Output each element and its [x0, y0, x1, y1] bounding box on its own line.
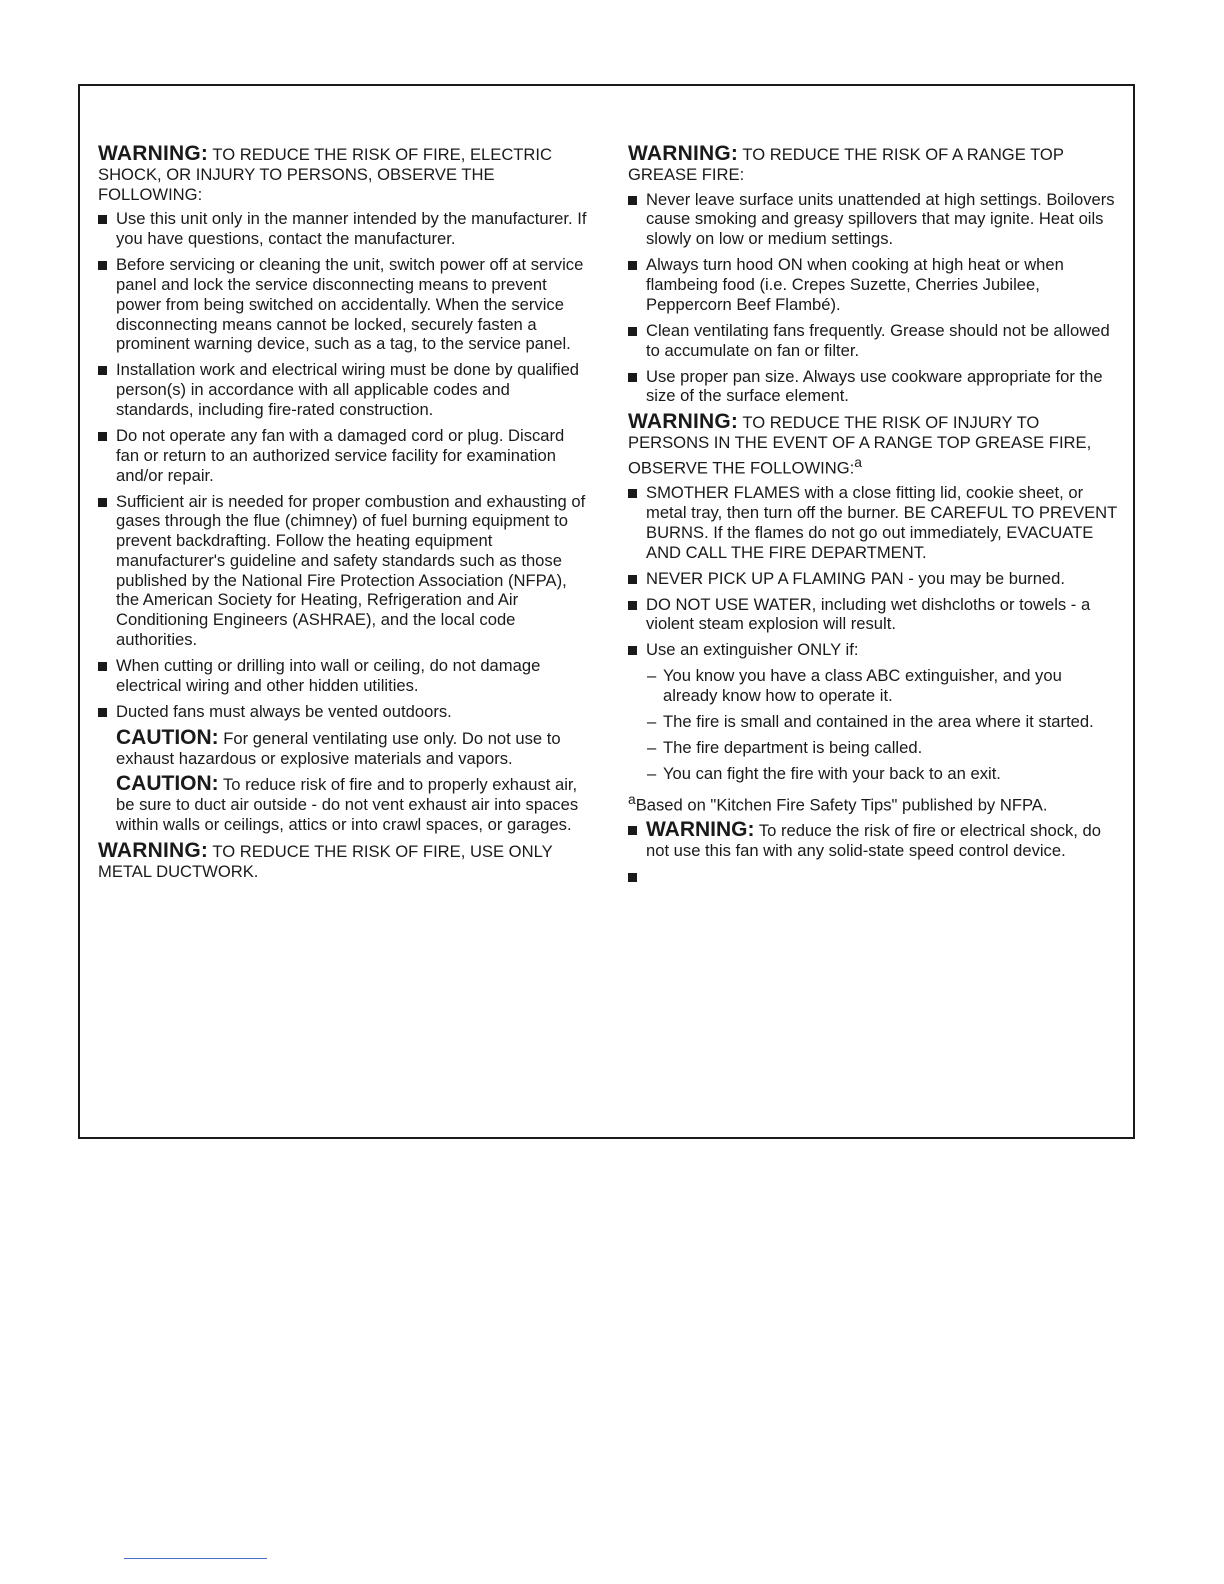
list-item: Installation work and electrical wiring must be done by qualified person(s) in accordance with all applicable codes and standards, including fire-rated construction. [98, 360, 590, 419]
list-item: When cutting or drilling into wall or ceiling, do not damage electrical wiring and other hidden utilities. [98, 656, 590, 696]
list-item: Clean ventilating fans frequently. Grease should not be allowed to accumulate on fan or filter. [628, 321, 1120, 361]
list-item: Use proper pan size. Always use cookware appropriate for the size of the surface element. [628, 367, 1120, 407]
caution-ventilating [98, 725, 590, 769]
warning-label: WARNING: [628, 410, 739, 434]
caution-label: CAUTION: [116, 725, 219, 749]
footnote-marker: a [628, 790, 636, 807]
caution-text: To reduce risk of fire and to properly exhaust air, be sure to duct air outside - do not vent exhaust air into spaces within walls or ceilings, attics or into crawl spaces, or garages. [116, 775, 579, 835]
warning-text: TO REDUCE THE RISK OF INJURY TO PERSONS IN THE EVENT OF A RANGE TOP GREASE FIRE, OBSERVE THE FOLLOWING: [628, 413, 1092, 478]
speed-control-list [628, 820, 1120, 887]
footnote-text: Based on "Kitchen Fire Safety Tips" published by NFPA. [635, 795, 1048, 815]
list-item: Ducted fans must always be vented outdoors. [98, 702, 590, 722]
list-item: Use this unit only in the manner intended by the manufacturer. If you have questions, contact the manufacturer. [98, 209, 590, 249]
caution-text: For general ventilating use only. Do not use to exhaust hazardous or explosive materials and vapors. [116, 728, 561, 768]
caution-duct-outside [98, 774, 590, 834]
warning-grease-fire [628, 144, 1120, 185]
warning-label: WARNING: [646, 818, 755, 842]
list-item: Sufficient air is needed for proper combustion and exhausting of gases through the flue (chimney) of fuel burning equipment to prevent backdrafting. Follow the heating equipment manufacturer's guideline and safety standards such as those published by the National Fire Protection Association (NFPA), the American Society for Heating, Refrigeration and Air Conditioning Engineers (ASHRAE), and the local code authorities. [98, 492, 590, 650]
warning-text: TO REDUCE THE RISK OF A RANGE TOP GREASE FIRE: [628, 145, 1064, 184]
grease-fire-list [628, 190, 1120, 407]
fire-response-list [628, 483, 1120, 783]
warning-text: TO REDUCE THE RISK OF FIRE, USE ONLY METAL DUCTWORK. [98, 841, 553, 881]
right-column [628, 144, 1120, 893]
list-item: Always turn hood ON when cooking at high heat or when flambeing food (i.e. Crepes Suzette, Cherries Jubilee, Peppercorn Beef Flambé). [628, 255, 1120, 314]
condition-item: – You can fight the fire with your back to an exit. [646, 764, 1120, 784]
list-item: Do not operate any fan with a damaged cord or plug. Discard fan or return to an authorized service facility for examination and/or repair. [98, 426, 590, 485]
condition-item: – The fire is small and contained in the area where it started. [646, 712, 1120, 732]
list-item: DO NOT USE WATER, including wet dishcloths or towels - a violent steam explosion will result. [628, 595, 1120, 635]
warning-fire-shock-injury [98, 144, 590, 204]
warning-label: WARNING: [628, 142, 739, 165]
list-item-empty [628, 867, 1120, 887]
list-item: Never leave surface units unattended at high settings. Boilovers cause smoking and greasy spillovers that may ignite. Heat oils slowly on low or medium settings. [628, 190, 1120, 249]
condition-item: – The fire department is being called. [646, 738, 1120, 758]
extinguisher-text: Use an extinguisher ONLY if: [646, 640, 859, 660]
list-item: Before servicing or cleaning the unit, switch power off at service panel and lock the service disconnecting means to prevent power from being switched on accidentally. When the service disconnecting means cannot be locked, securely fasten a prominent warning device, such as a tag, to the service panel. [98, 255, 590, 354]
warning-label: WARNING: [98, 142, 209, 165]
list-item-extinguisher [628, 640, 1120, 783]
warning-text: To reduce the risk of fire or electrical shock, do not use this fan with any solid-state speed control device. [646, 821, 1101, 861]
caution-label: CAUTION: [116, 772, 219, 796]
warning-label: WARNING: [98, 838, 209, 862]
footnote-marker: a [854, 453, 862, 470]
warning-grease-fire-injury [628, 412, 1120, 478]
footnote [628, 790, 1120, 815]
extinguisher-conditions [646, 666, 1120, 784]
warning-text: TO REDUCE THE RISK OF FIRE, ELECTRIC SHOCK, OR INJURY TO PERSONS, OBSERVE THE FOLLOWING: [98, 145, 553, 204]
condition-item: – You know you have a class ABC extinguisher, and you already know how to operate it. [646, 666, 1120, 706]
list-item: NEVER PICK UP A FLAMING PAN - you may be burned. [628, 569, 1120, 589]
warning-metal-ductwork [98, 838, 590, 882]
list-item: SMOTHER FLAMES with a close fitting lid, cookie sheet, or metal tray, then turn off the burner. BE CAREFUL TO PREVENT BURNS. If the flames do not go out immediately, EVACUATE AND CALL THE FIRE DEPARTMENT. [628, 483, 1120, 562]
left-column [98, 144, 590, 886]
list-item-warning [628, 820, 1120, 861]
link-underline [124, 1558, 267, 1559]
safety-list [98, 209, 590, 721]
